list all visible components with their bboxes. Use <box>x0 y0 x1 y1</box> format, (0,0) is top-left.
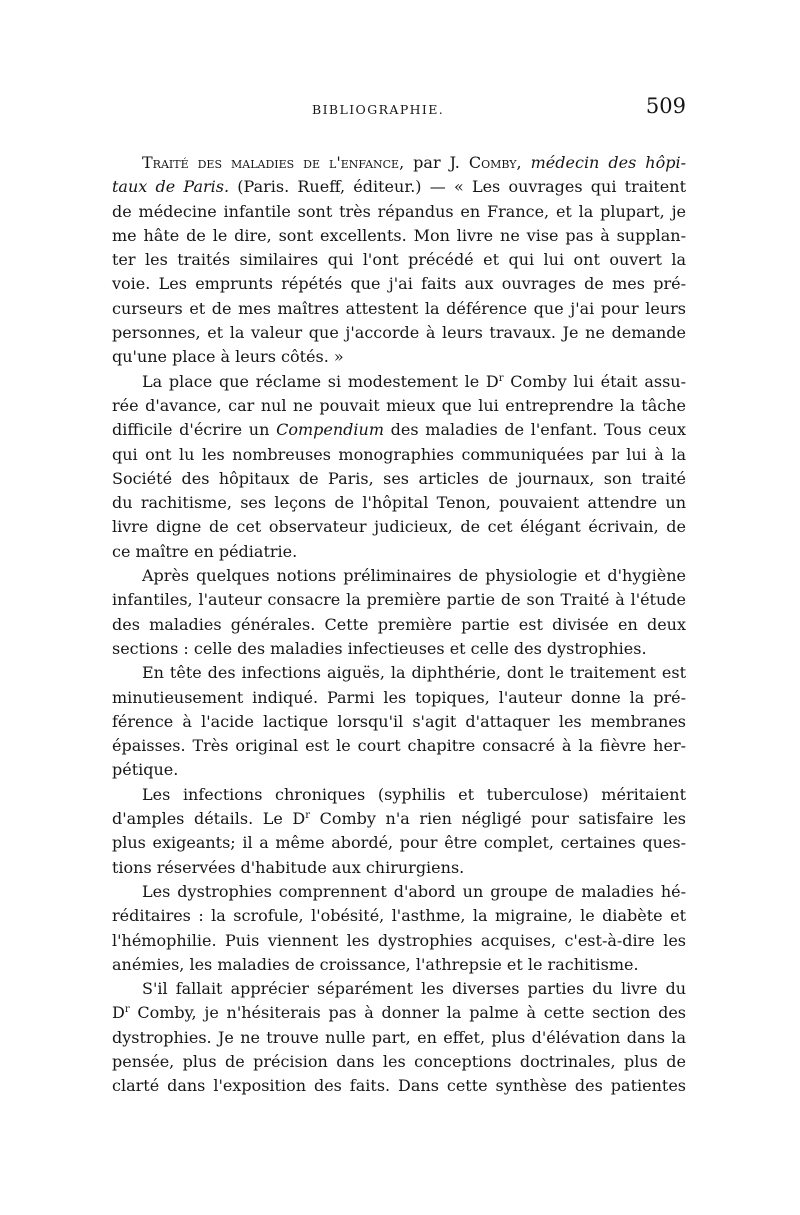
text-run: infantiles, l'auteur consacre la première partie de son Traité à l'étude <box>112 590 686 610</box>
text-line <box>112 394 686 418</box>
paragraph <box>112 977 686 1098</box>
text-line <box>112 297 686 321</box>
text-line <box>112 175 686 199</box>
text-line <box>112 929 686 953</box>
text-run: ce maître en pédiatrie. <box>112 541 298 561</box>
text-line <box>112 248 686 272</box>
text-line <box>112 272 686 296</box>
text-run: difficile d'écrire un <box>112 420 277 440</box>
text-run: (Paris. Rueff, éditeur.) — « Les ouvrages qui traitent <box>229 177 687 197</box>
text-run: curseurs et de mes maîtres attestent la déférence que j'ai pour leurs <box>112 298 686 318</box>
text-line <box>112 661 686 685</box>
text-run: pétique. <box>112 760 179 780</box>
text-run: d'amples détails. Le D <box>112 809 306 829</box>
text-run: S'il fallait apprécier séparément les diverses parties du livre du <box>142 979 686 999</box>
text-run: plus exigeants; il a même abordé, pour être complet, certaines ques- <box>112 833 686 853</box>
text-run: anémies, les maladies de croissance, l'athrepsie et le rachitisme. <box>112 954 639 974</box>
text-run: En tête des infections aiguës, la diphthérie, dont le traitement est <box>142 663 686 683</box>
text-line <box>112 588 686 612</box>
text-run: Après quelques notions préliminaires de physiologie et d'hygiène <box>142 566 686 586</box>
text-run: épaisses. Très original est le court chapitre consacré à la fièvre her- <box>112 736 686 756</box>
text-line <box>112 977 686 1001</box>
text-line <box>112 515 686 539</box>
text-line <box>112 1074 686 1098</box>
text-run: qu'une place à leurs côtés. » <box>112 347 344 367</box>
text-line <box>112 1050 686 1074</box>
running-header <box>112 92 686 132</box>
text-line <box>112 1001 686 1025</box>
paragraph <box>112 151 686 370</box>
text-run: sections : celle des maladies infectieuses et celle des dystrophies. <box>112 638 647 658</box>
italic-text: médecin des hôpi- <box>521 153 686 172</box>
text-run: des maladies de l'enfant. Tous ceux <box>384 420 686 440</box>
text-line <box>112 1026 686 1050</box>
text-line <box>112 807 686 831</box>
superscript: r <box>124 1004 130 1016</box>
text-line <box>112 564 686 588</box>
text-run: pensée, plus de précision dans les conceptions doctrinales, plus de <box>112 1051 686 1071</box>
text-run: de médecine infantile sont très répandus en France, et la plupart, je <box>112 201 686 221</box>
text-line <box>112 831 686 855</box>
text-run: Comby n'a rien négligé pour satisfaire les <box>310 809 687 829</box>
text-line <box>112 418 686 442</box>
text-run: livre digne de cet observateur judicieux, de cet élégant écrivain, de <box>112 517 686 537</box>
text-run: Les dystrophies comprennent d'abord un groupe de maladies hé- <box>142 881 686 901</box>
text-line <box>112 904 686 928</box>
text-line <box>112 370 686 394</box>
text-line <box>112 686 686 710</box>
text-run: Comby lui était assu- <box>503 371 686 391</box>
text-line <box>112 856 686 880</box>
text-run: Société des hôpitaux de Paris, ses articles de journaux, son traité <box>112 468 686 488</box>
text-line <box>112 637 686 661</box>
superscript: r <box>498 372 504 384</box>
text-run: La place que réclame si modestement le D <box>142 371 499 391</box>
running-title: BIBLIOGRAPHIE. <box>312 102 445 117</box>
paragraph <box>112 880 686 977</box>
text-run: D <box>112 1003 125 1023</box>
superscript: r <box>305 810 311 822</box>
text-run: me hâte de le dire, sont excellents. Mon livre ne vise pas à supplan- <box>112 225 686 245</box>
text-run: tions réservées d'habitude aux chirurgiens. <box>112 857 465 877</box>
body-text <box>112 151 686 1099</box>
text-run: Comby, je n'hésiterais pas à donner la palme à cette section des <box>129 1003 686 1023</box>
text-line <box>112 953 686 977</box>
text-line <box>112 443 686 467</box>
paragraph <box>112 783 686 880</box>
text-line <box>112 734 686 758</box>
italic-text: taux de Paris. <box>112 177 230 197</box>
text-line <box>112 783 686 807</box>
text-run: ter les traités similaires qui l'ont précédé et qui lui ont ouvert la <box>112 250 686 270</box>
text-run: du rachitisme, ses leçons de l'hôpital Tenon, pouvaient attendre un <box>112 493 686 513</box>
text-run: voie. Les emprunts répétés que j'ai faits aux ouvrages de mes pré- <box>112 274 686 294</box>
text-run: par J. <box>404 153 469 172</box>
text-run: Les infections chroniques (syphilis et tuberculose) méritaient <box>142 784 686 804</box>
text-line <box>112 151 686 175</box>
text-line <box>112 880 686 904</box>
text-run: clarté dans l'exposition des faits. Dans cette synthèse des patientes <box>112 1076 686 1096</box>
book-page <box>112 92 687 1096</box>
text-line <box>112 491 686 515</box>
page-number: 509 <box>645 94 686 118</box>
text-line <box>112 345 686 369</box>
text-run: dystrophies. Je ne trouve nulle part, en effet, plus d'élévation dans la <box>112 1027 686 1047</box>
text-run: férence à l'acide lactique lorsqu'il s'agit d'attaquer les membranes <box>112 711 686 731</box>
text-run: des maladies générales. Cette première partie est divisée en deux <box>112 614 686 634</box>
text-run: qui ont lu les nombreuses monographies communiquées par lui à la <box>112 444 686 464</box>
text-line <box>112 224 686 248</box>
text-line <box>112 200 686 224</box>
text-line <box>112 710 686 734</box>
text-run: rée d'avance, car nul ne pouvait mieux que lui entreprendre la tâche <box>112 395 686 415</box>
paragraph <box>112 564 686 661</box>
text-run: réditaires : la scrofule, l'obésité, l'asthme, la migraine, le diabète et <box>112 906 686 926</box>
text-run: personnes, et la valeur que j'accorde à leurs travaux. Je ne demande <box>112 323 686 343</box>
text-line <box>112 758 686 782</box>
small-caps-text: Comby, <box>468 153 522 172</box>
text-line <box>112 467 686 491</box>
text-line <box>112 613 686 637</box>
paragraph <box>112 370 686 564</box>
text-run: l'hémophilie. Puis viennent les dystrophies acquises, c'est-à-dire les <box>112 930 686 950</box>
italic-text: Compendium <box>276 420 384 440</box>
text-line <box>112 321 686 345</box>
paragraph <box>112 661 686 782</box>
small-caps-text: Traité des maladies de l'enfance, <box>142 153 405 172</box>
text-run: minutieusement indiqué. Parmi les topiques, l'auteur donne la pré- <box>112 687 686 707</box>
text-line <box>112 540 686 564</box>
